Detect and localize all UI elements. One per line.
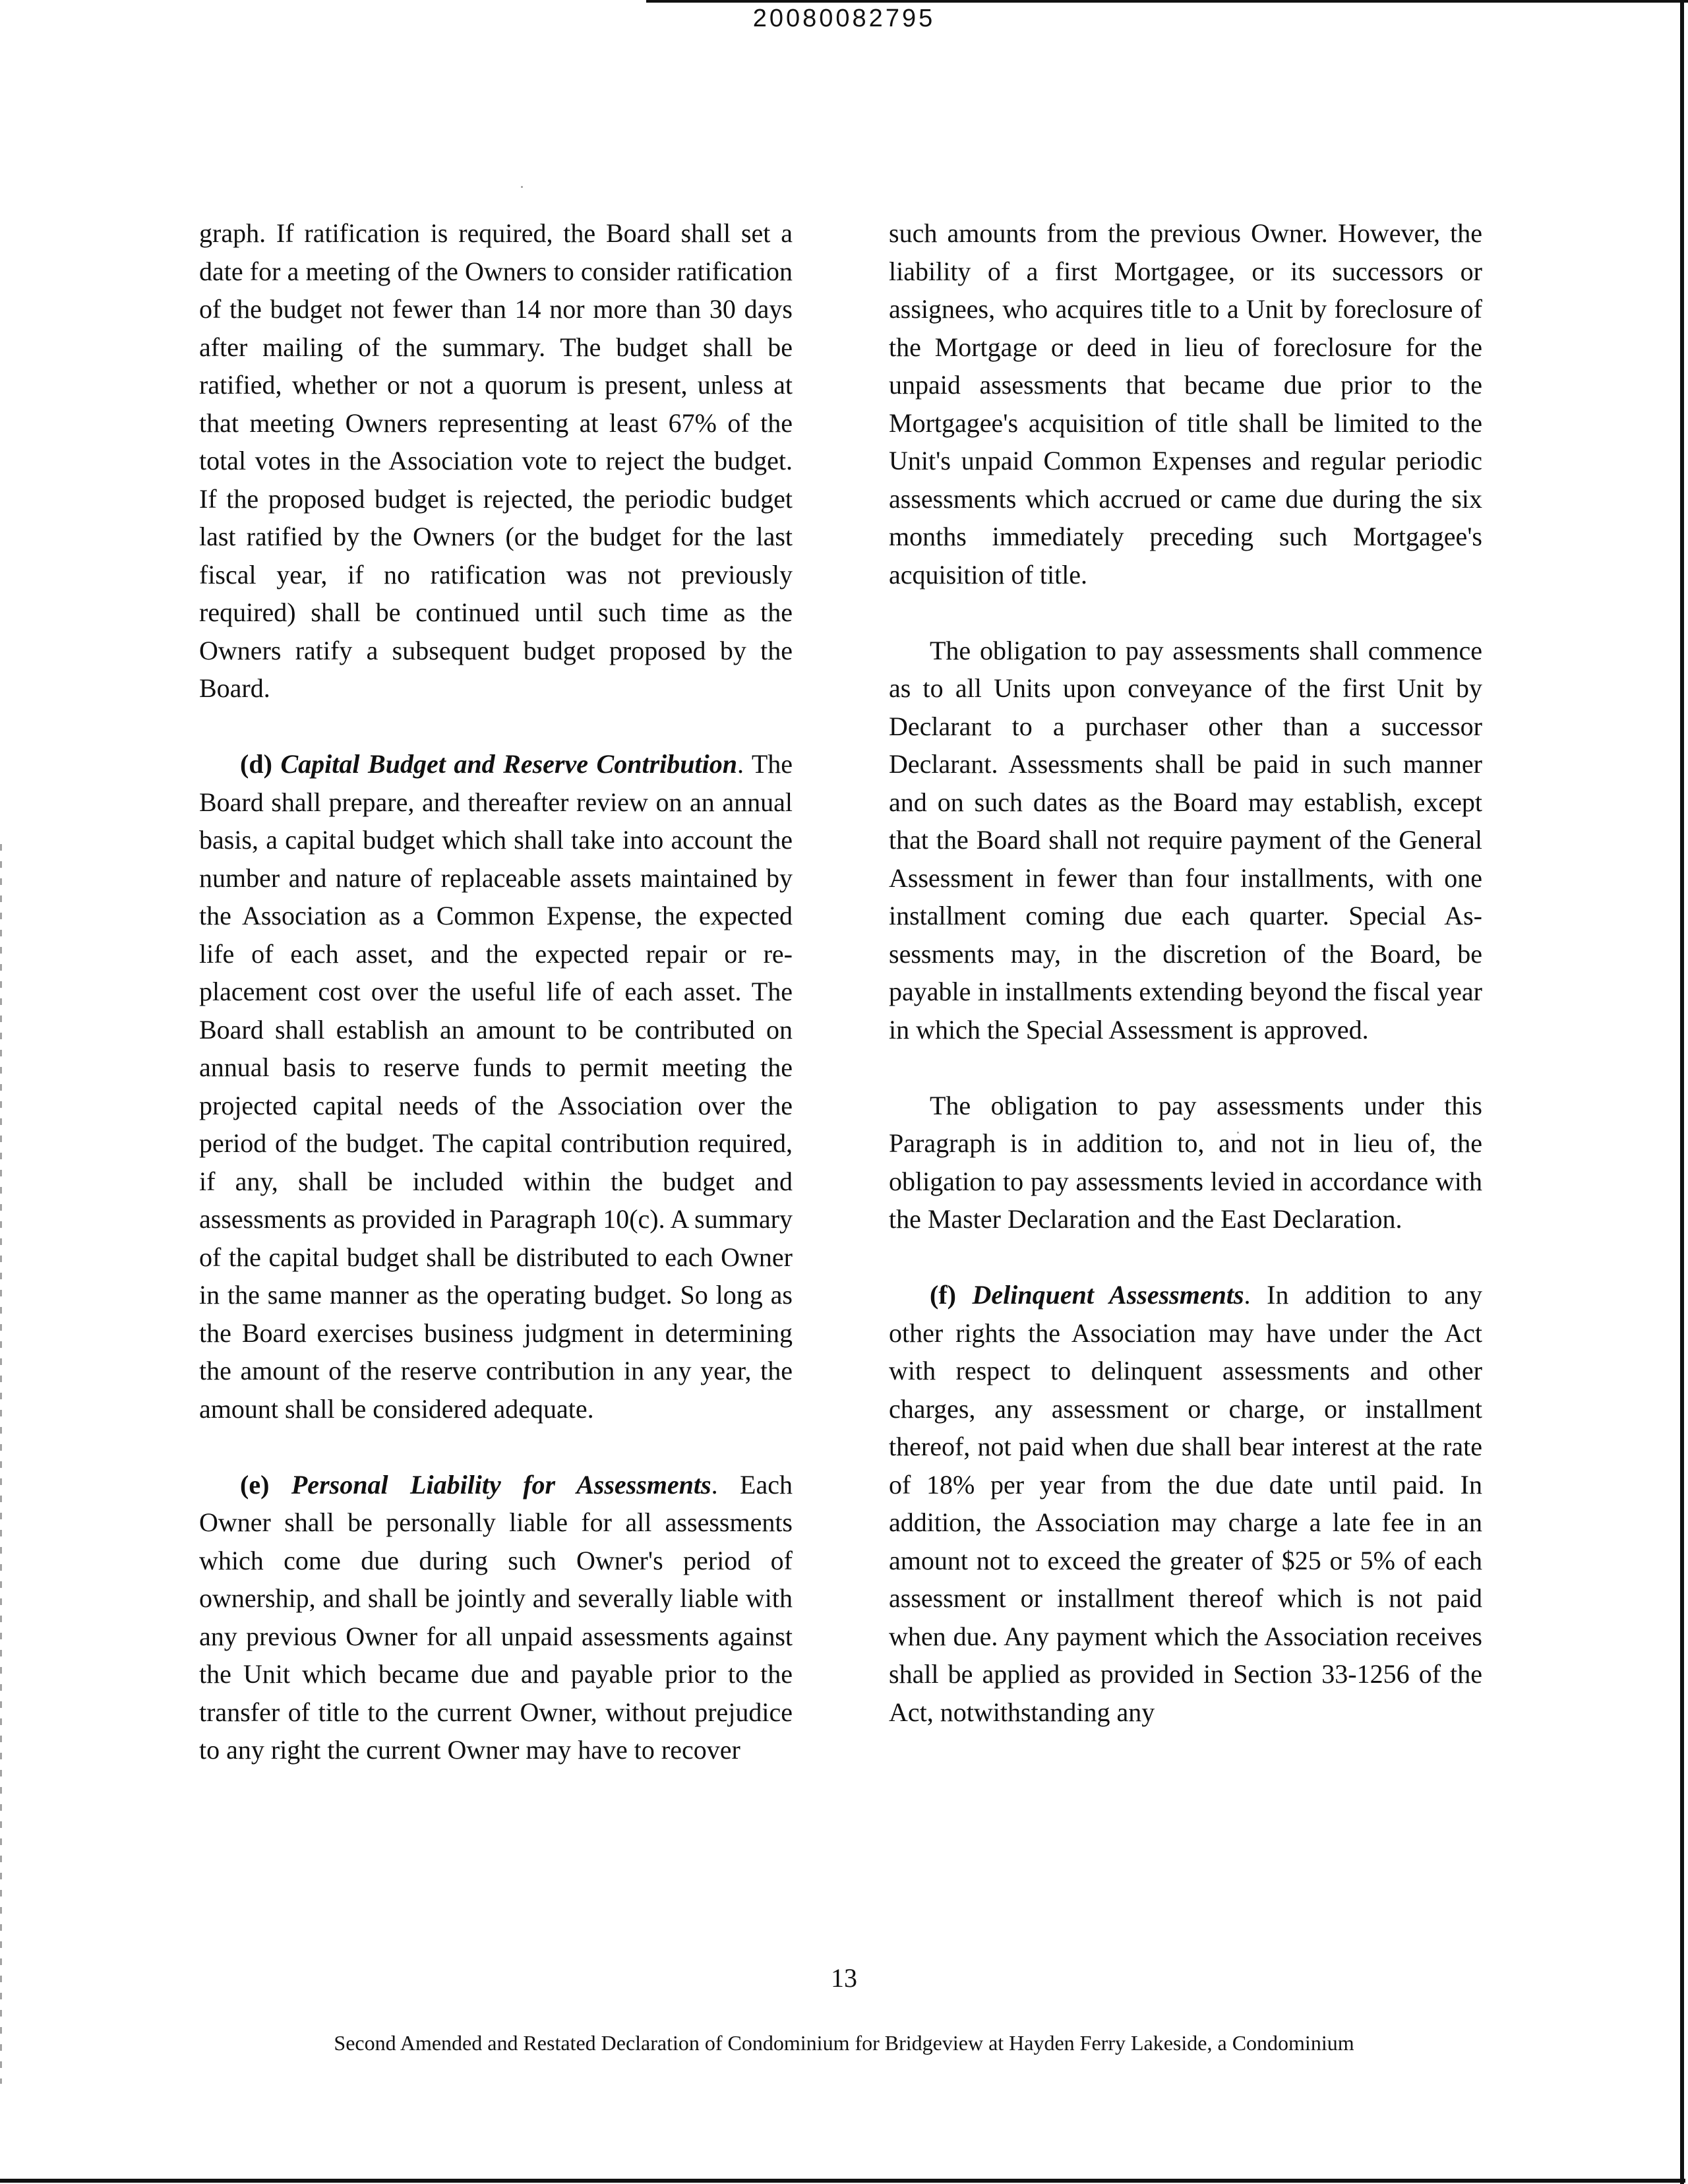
right-border-line — [1680, 0, 1684, 2184]
section-d-body: . The Board shall prepare, and thereafter review on an annual basis, a capital budget which shall take into account the number and nature of replaceable assets maintained by the Association as a Common Expense, the expected life of each asset, and the expected repair or replacement cost over the useful life of each asset. The Board shall establish an amount to be contributed on annual basis to reserve funds to permit meeting the projected capital needs of the Association over the period of the budget. The capital contribution required, if any, shall be included within the budget and assessments as provided in Paragraph 10(c). A summary of the capital budget shall be distributed to each Owner in the same manner as the operating budget. So long as the Board exercises business judgment in determining the amount of the reserve contribution in any year, the amount shall be considered adequate. — [199, 749, 793, 1424]
document-footer-title: Second Amended and Restated Declaration of Condominium for Bridgeview at Hayden Ferry Lakeside, a Condominium — [334, 2031, 1354, 2055]
section-e-label: (e) — [240, 1469, 270, 1500]
left-column — [199, 214, 793, 1769]
right-column — [889, 214, 1482, 1731]
bottom-border-line — [0, 2179, 1685, 2183]
section-f-title: Delinquent Assessments — [972, 1280, 1244, 1310]
section-d-title: Capital Budget and Reserve Contribution — [280, 749, 737, 779]
section-f-body: . In addition to any other rights the Association may have under the Act with respect to delinquent assessments and other charges, any assessment or charge, or installment thereof, not paid when due shall bear interest at the rate of 18% per year from the due date until paid. In addition, the Association may charge a late fee in an amount not to exceed the greater of $25 or 5% of each assessment or installment thereof which is not paid when due. Any payment which the Association receives shall be applied as provided in Section 33-1256 of the Act, notwithstanding any — [889, 1280, 1483, 1727]
section-d-paragraph — [199, 745, 793, 1428]
master-declaration-paragraph: The obligation to pay assessments under this Paragraph is in addition to, and not in lieu of, the obligation to pay assessments levied in accordance with the Master Declaration and the East Declaration. — [889, 1090, 1482, 1234]
scan-speck — [521, 186, 523, 188]
section-d-label: (d) — [240, 749, 272, 779]
section-e-title: Personal Liability for Assessments — [291, 1469, 711, 1500]
section-e-body: . Each Owner shall be personally liable for all assessments which come due during such Owner's period of ownership, and shall be jointly and severally liable with any previous Owner for all unpaid assessments against the Unit which became due and payable prior to the transfer of title to the current Owner, without prejudice to any right the current Owner may have to recover — [199, 1469, 793, 1765]
budget-ratification-paragraph: graph. If ratification is required, the Board shall set a date for a meeting of the Owners to consider ratification of the budget not fewer than 14 nor more than 30 days after mailing of the summary. The budget shall be ratified, whether or not a quorum is present, unless at that meeting Owners representing at least 67% of the total votes in the Association vote to reject the budget. If the proposed budget is rejected, the periodic budget last ratified by the Owners (or the budget for the last fiscal year, if no ratification was not previously required) shall be continued until such time as the Owners ratify a subsequent budget proposed by the Board. — [199, 218, 793, 703]
mortgagee-liability-paragraph: such amounts from the previous Owner. However, the liability of a first Mortgagee, or its successors or assignees, who acquires title to a Unit by foreclosure of the Mortgage or deed in lieu of foreclosure for the unpaid assessments that became due prior to the Mortgagee's acquisition of title shall be limited to the Unit's unpaid Common Expenses and regular periodic assessments which accrued or came due during the six months immediately preceding such Mortgagee's acquisition of title. — [889, 218, 1482, 590]
scan-edge-marks — [0, 844, 2, 2084]
section-f-label: (f) — [930, 1280, 956, 1310]
section-e-paragraph — [199, 1466, 793, 1769]
page-number: 13 — [831, 1963, 857, 1993]
section-f-paragraph — [889, 1276, 1482, 1731]
assessment-commencement-paragraph: The obligation to pay assessments shall commence as to all Units upon conveyance of the first Unit by Declarant to a purchaser other than a successor Declarant. Assessments shall be paid in such manner and on such dates as the Board may establish, except that the Board shall not require payment of the General Assessment in fewer than four installments, with one installment coming due each quarter. Special Assessments may, in the discretion of the Board, be payable in installments extending beyond the fiscal year in which the Special Assessment is approved. — [889, 635, 1482, 1045]
document-number: 20080082795 — [752, 5, 936, 32]
